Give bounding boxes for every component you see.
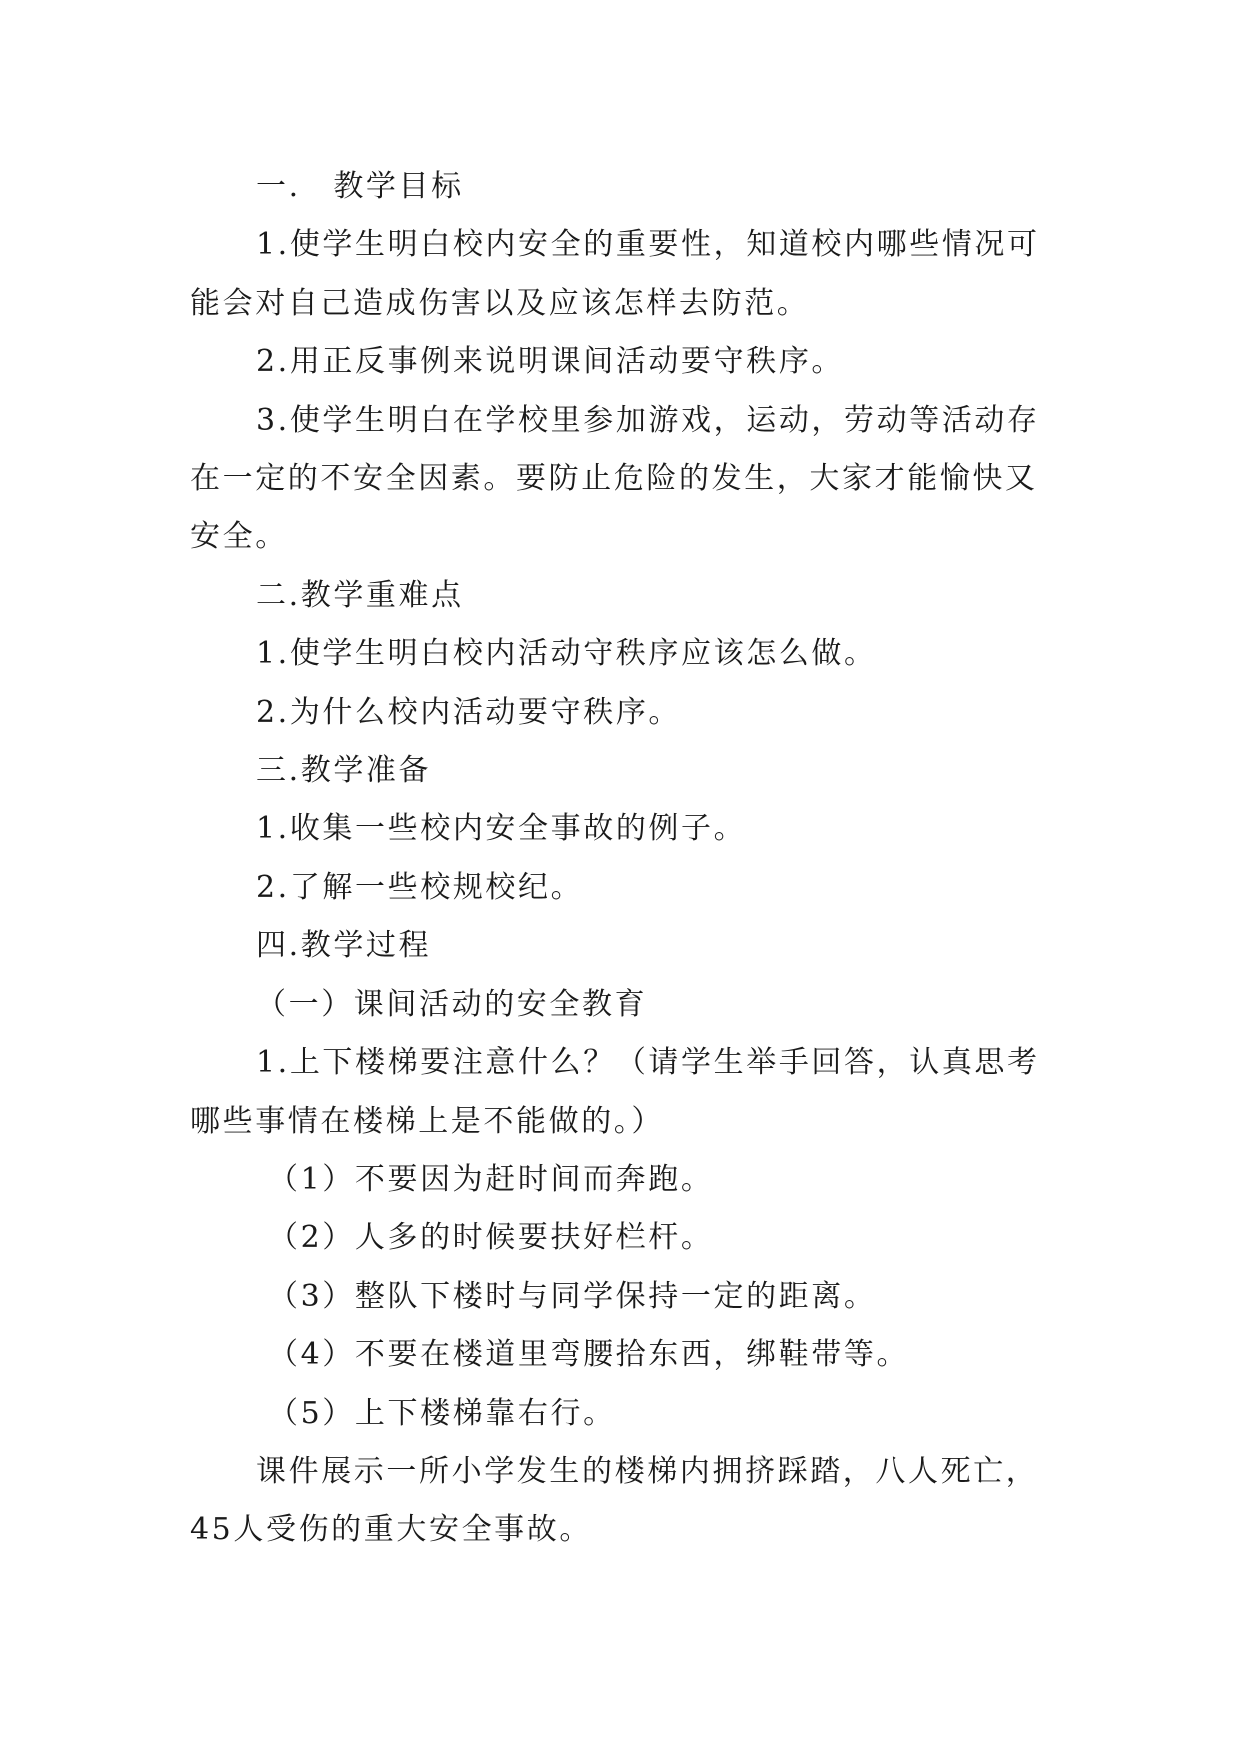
section-heading-key-points: 二.教学重难点 [256,577,464,613]
objective-3: 3.使学生明白在学校里参加游戏，运动，劳动等活动存在一定的不安全因素。要防止危险的发生，大家才能愉快又安全。 [190,402,1040,555]
objective-1: 1.使学生明白校内安全的重要性，知道校内哪些情况可能会对自己造成伤害以及应该怎样去防范。 [190,227,1040,321]
objective-2: 2.用正反事例来说明课间活动要守秩序。 [256,344,845,380]
section-heading-process: 四.教学过程 [256,928,432,964]
preparation-1: 1.收集一些校内安全事故的例子。 [256,811,747,847]
section-heading-preparation: 三.教学准备 [256,753,432,789]
key-point-2: 2.为什么校内活动要守秩序。 [256,694,682,730]
process-item-1: 1.上下楼梯要注意什么？（请学生举手回答，认真思考哪些事情在楼梯上是不能做的。） [190,1045,1040,1139]
stair-rule-2: （2）人多的时候要扶好栏杆。 [268,1220,714,1256]
courseware-note: 课件展示一所小学发生的楼梯内拥挤踩踏，八人死亡，45人受伤的重大安全事故。 [190,1453,1039,1548]
document-body [190,158,1060,1560]
stair-rule-1: （1）不要因为赶时间而奔跑。 [268,1161,714,1197]
subsection-heading-break-safety: （一）课间活动的安全教育 [256,986,648,1022]
stair-rule-5: （5）上下楼梯靠右行。 [268,1395,616,1431]
section-heading-objectives: 一. 教学目标 [256,169,464,204]
key-point-1: 1.使学生明白校内活动守秩序应该怎么做。 [256,636,877,672]
stair-rule-4: （4）不要在楼道里弯腰拾东西，绑鞋带等。 [268,1337,910,1373]
stair-rule-3: （3）整队下楼时与同学保持一定的距离。 [268,1278,877,1314]
preparation-2: 2.了解一些校规校纪。 [256,869,584,905]
